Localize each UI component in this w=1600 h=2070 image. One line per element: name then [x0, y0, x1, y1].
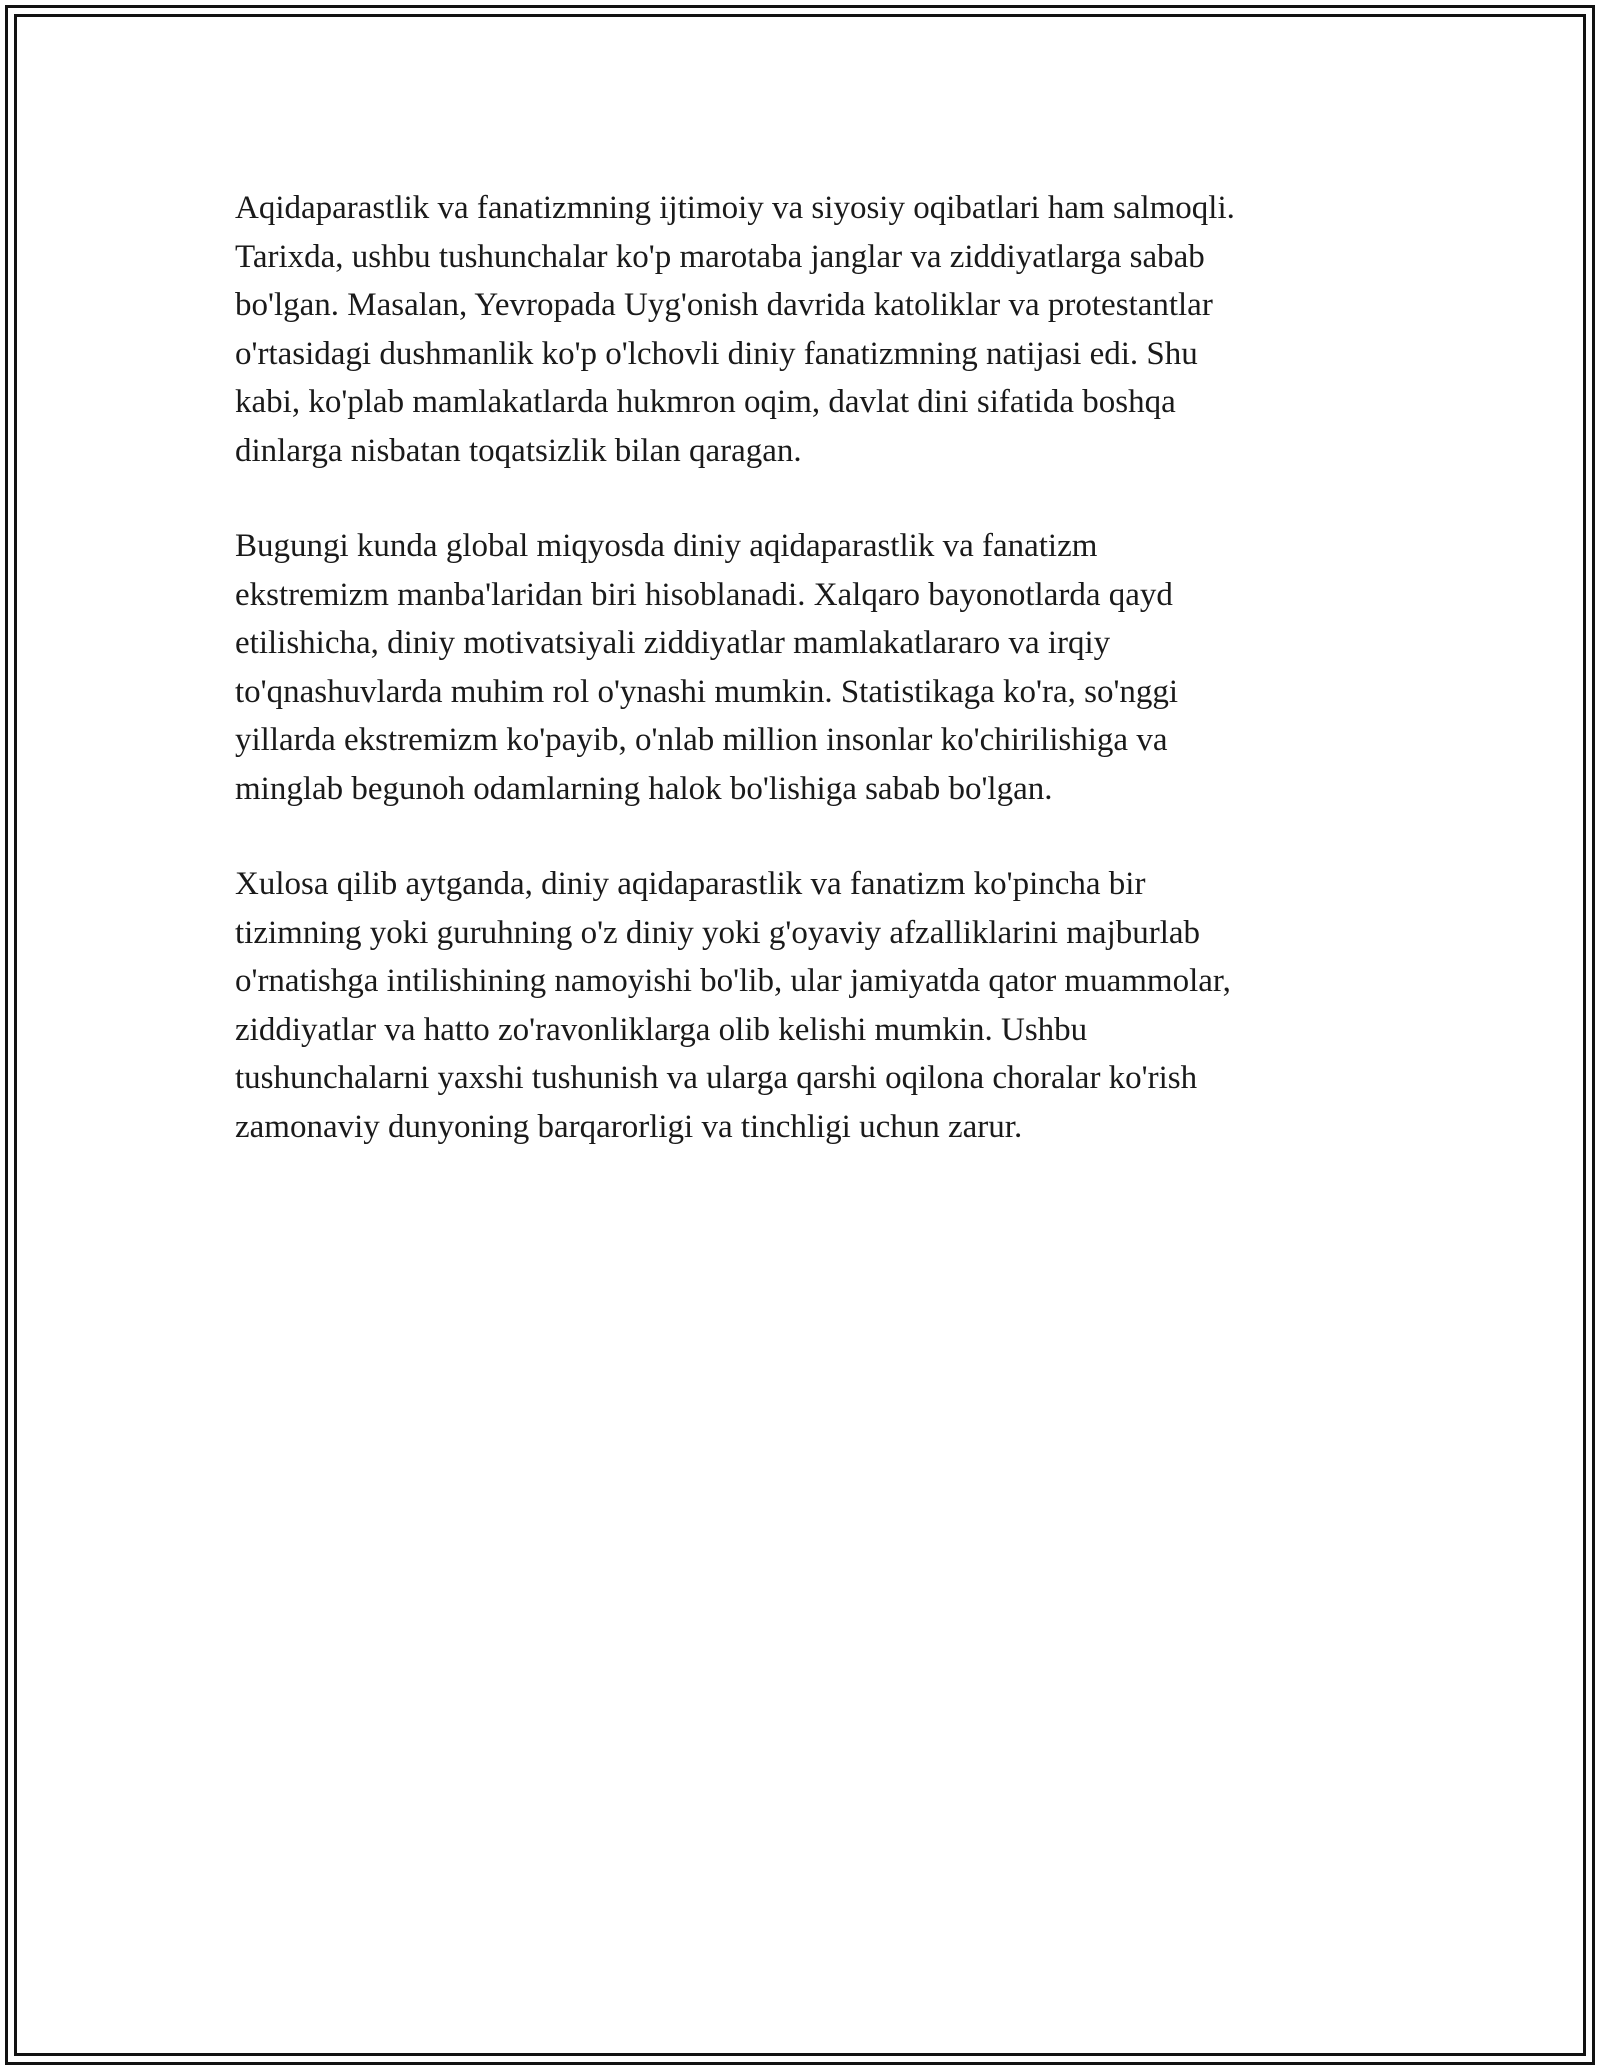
text-line: tizimning yoki guruhning o'z diniy yoki g'oyaviy afzalliklarini majburlab — [235, 914, 1201, 951]
text-line: zamonaviy dunyoning barqarorligi va tinchligi uchun zarur. — [235, 1108, 1023, 1145]
text-line: tushunchalarni yaxshi tushunish va ularga qarshi oqilona choralar ko'rish — [235, 1060, 1198, 1096]
paragraph-2 — [235, 522, 1370, 813]
text-line: Xulosa qilib aytganda, diniy aqidaparastlik va fanatizm ko'pincha bir — [235, 866, 1146, 902]
text-line: kabi, ko'plab mamlakatlarda hukmron oqim, davlat dini sifatida boshqa — [235, 384, 1176, 420]
text-line: bo'lgan. Masalan, Yevropada Uyg'onish davrida katoliklar va protestantlar — [235, 287, 1213, 323]
text-line: o'rtasidagi dushmanlik ko'p o'lchovli diniy fanatizmning natijasi edi. Shu — [235, 335, 1198, 372]
text-line: o'rnatishga intilishining namoyishi bo'lib, ular jamiyatda qator muammolar, — [235, 963, 1231, 999]
text-line: Bugungi kunda global miqyosda diniy aqidaparastlik va fanatizm — [235, 528, 1098, 564]
paragraph-1 — [235, 184, 1370, 475]
paragraph-3 — [235, 860, 1370, 1151]
text-line: etilishicha, diniy motivatsiyali ziddiyatlar mamlakatlararo va irqiy — [235, 625, 1111, 661]
text-line: dinlarga nisbatan toqatsizlik bilan qaragan. — [235, 432, 802, 469]
text-line: yillarda ekstremizm ko'payib, o'nlab million insonlar ko'chirilishiga va — [235, 722, 1168, 758]
text-line: minglab begunoh odamlarning halok bo'lishiga sabab bo'lgan. — [235, 770, 1053, 807]
text-line: ziddiyatlar va hatto zo'ravonliklarga olib kelishi mumkin. Ushbu — [235, 1011, 1088, 1048]
text-line: Tarixda, ushbu tushunchalar ko'p marotaba janglar va ziddiyatlarga sabab — [235, 238, 1205, 275]
text-line: to'qnashuvlarda muhim rol o'ynashi mumkin. Statistikaga ko'ra, so'nggi — [235, 673, 1179, 710]
text-line: ekstremizm manba'laridan biri hisoblanadi. Xalqaro bayonotlarda qayd — [235, 576, 1173, 613]
document-body — [235, 184, 1370, 1151]
text-line: Aqidaparastlik va fanatizmning ijtimoiy va siyosiy oqibatlari ham salmoqli. — [235, 190, 1235, 226]
